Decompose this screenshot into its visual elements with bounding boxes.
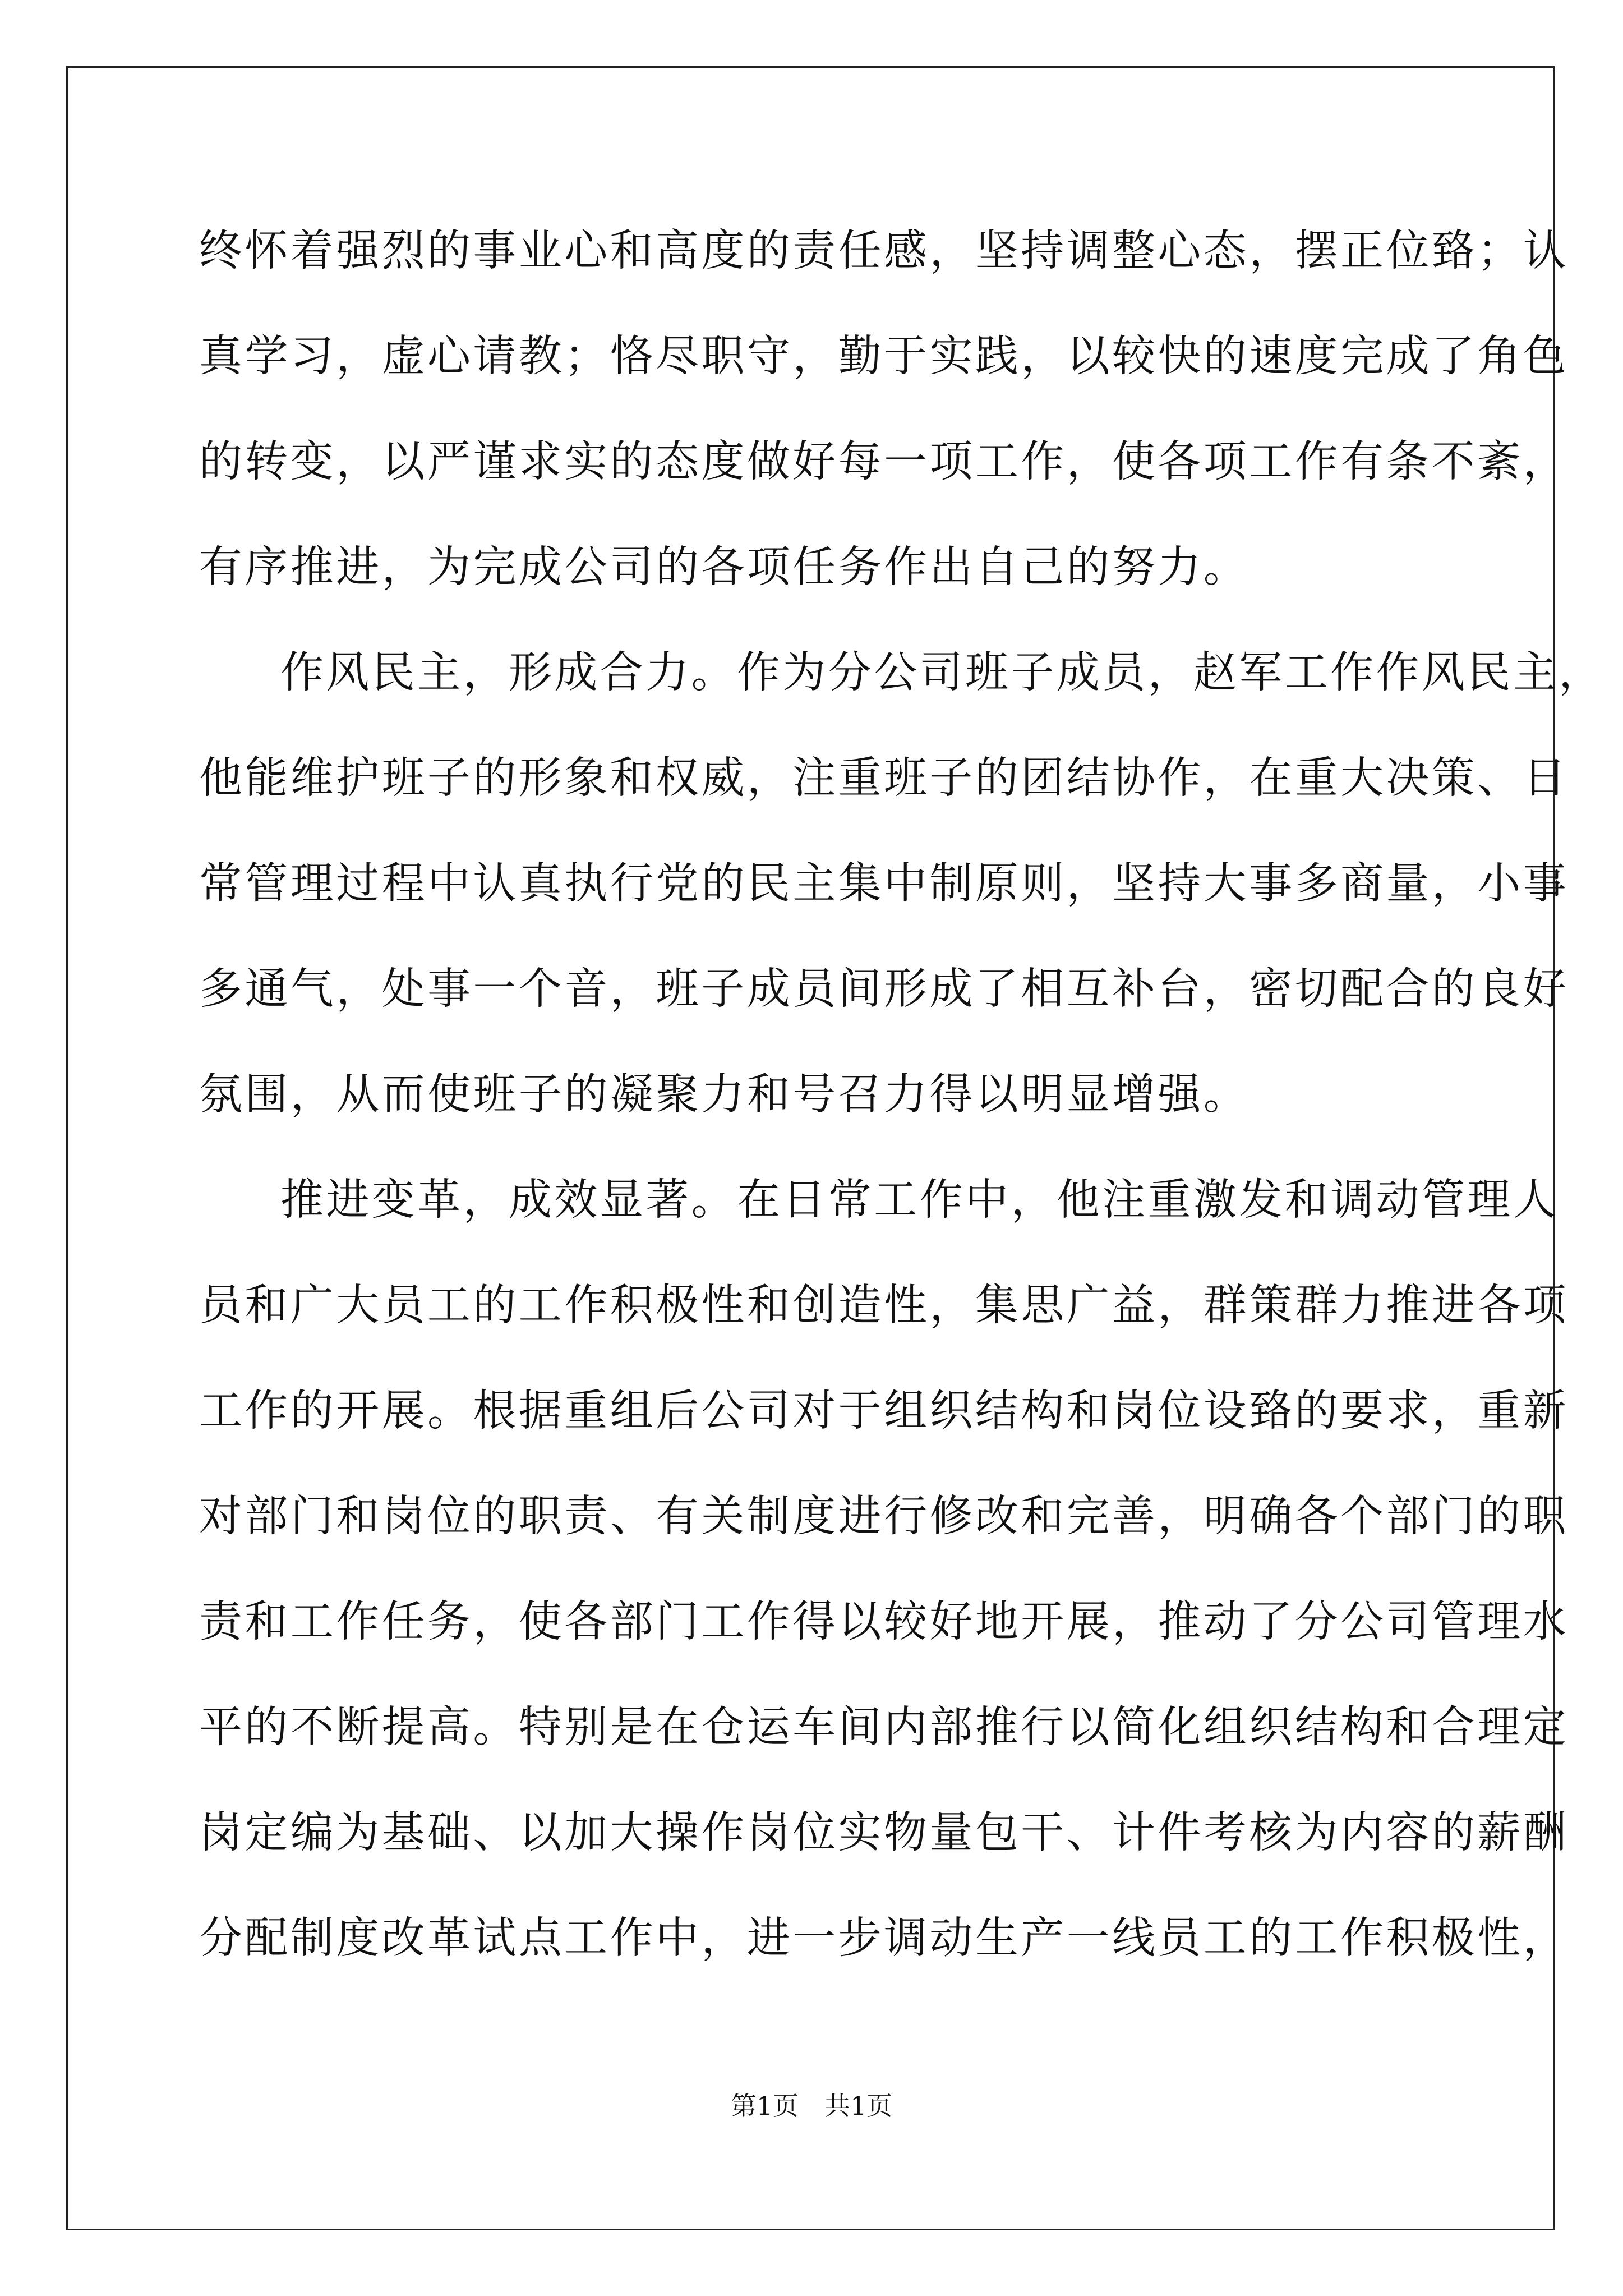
text-line: 责和工作任务，使各部门工作得以较好地开展，推动了分公司管理水	[199, 1597, 1569, 1647]
text-line: 的转变，以严谨求实的态度做好每一项工作，使各项工作有条不紊，	[199, 437, 1569, 487]
text-line: 工作的开展。根据重组后公司对于组织结构和岗位设臵的要求，重新	[199, 1386, 1569, 1436]
text-line: 平的不断提高。特别是在仓运车间内部推行以简化组织结构和合理定	[199, 1703, 1569, 1752]
text-line: 对部门和岗位的职责、有关制度进行修改和完善，明确各个部门的职	[199, 1492, 1569, 1542]
page-border	[66, 66, 1555, 2230]
text-line: 员和广大员工的工作积极性和创造性，集思广益，群策群力推进各项	[199, 1281, 1569, 1331]
text-line: 有序推进，为完成公司的各项任务作出自己的努力。	[199, 542, 1249, 592]
text-line: 分配制度改革试点工作中，进一步调动生产一线员工的工作积极性，	[199, 1913, 1569, 1963]
text-line: 真学习，虚心请教；恪尽职守，勤于实践，以较快的速度完成了角色	[199, 332, 1569, 381]
text-line: 终怀着强烈的事业心和高度的责任感，坚持调整心态，摆正位臵；认	[199, 226, 1569, 276]
text-line: 多通气，处事一个音，班子成员间形成了相互补台，密切配合的良好	[199, 964, 1569, 1014]
text-line: 他能维护班子的形象和权威，注重班子的团结协作，在重大决策、日	[199, 753, 1569, 803]
text-line: 岗定编为基础、以加大操作岗位实物量包干、计件考核为内容的薪酬	[199, 1808, 1569, 1858]
page-number-footer: 第1页 共1页	[730, 2091, 893, 2121]
paragraph-first-line: 推进变革，成效显著。在日常工作中，他注重激发和调动管理人	[280, 1175, 1559, 1225]
text-line: 氛围，从而使班子的凝聚力和号召力得以明显增强。	[199, 1070, 1249, 1120]
text-line: 常管理过程中认真执行党的民主集中制原则，坚持大事多商量，小事	[199, 859, 1569, 909]
paragraph-first-line: 作风民主，形成合力。作为分公司班子成员，赵军工作作风民主，	[280, 648, 1604, 698]
